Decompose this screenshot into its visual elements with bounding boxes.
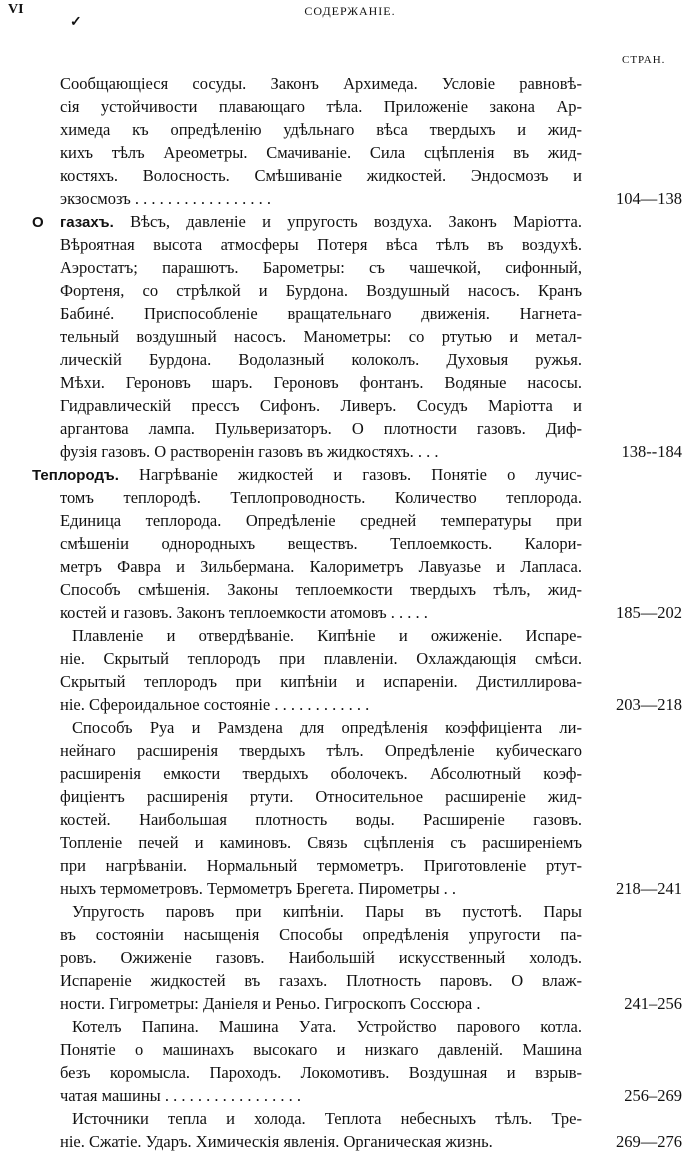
toc-entry: [0, 463, 700, 624]
toc-line: [0, 417, 700, 440]
toc-line-text: [60, 670, 582, 693]
toc-text: Бабинé. Приспособленіе вращательнаго движенія. Нагнета-: [60, 304, 582, 323]
toc-line-text: [60, 118, 582, 141]
toc-line: [0, 555, 700, 578]
toc-line-text: [32, 210, 582, 234]
toc-line: [0, 601, 700, 624]
toc-text: метръ Фавра и Зильбермана. Калориметръ Лавуазье и Лапласа.: [60, 557, 582, 576]
toc-line: [0, 348, 700, 371]
toc-line: [0, 72, 700, 95]
toc-line-text: [60, 854, 582, 877]
toc-line-text: [60, 348, 582, 371]
toc-line: [0, 923, 700, 946]
toc-line: [0, 486, 700, 509]
toc-line: [0, 716, 700, 739]
toc-entry: [0, 624, 700, 716]
toc-line: [0, 739, 700, 762]
toc-text: Источники тепла и холода. Теплота небесныхъ тѣлъ. Тре-: [72, 1109, 582, 1128]
toc-text: костяхъ. Волосность. Смѣшиваніе жидкостей. Эндосмозъ и: [60, 166, 582, 185]
toc-line: [0, 1107, 700, 1130]
toc-entry: [0, 716, 700, 900]
toc-line-text: [60, 371, 582, 394]
toc-line-text: [60, 1061, 582, 1084]
toc-entry: [0, 1015, 700, 1107]
toc-text: при нагрѣваніи. Нормальный термометръ. Приготовленіе ртут-: [60, 856, 582, 875]
toc-line-text: [60, 831, 582, 854]
toc-line-text: [60, 164, 582, 187]
toc-line: [0, 532, 700, 555]
toc-line-text: [60, 762, 582, 785]
toc-line-text: [60, 739, 582, 762]
toc-line: [0, 1084, 700, 1107]
toc-line-text: [60, 509, 582, 532]
toc-text: Скрытый теплородъ при кипѣніи и испареніи. Дистиллирова-: [60, 672, 582, 691]
toc-heading: Теплородъ.: [32, 467, 119, 484]
toc-line: [0, 693, 700, 716]
page-number: VI: [8, 2, 24, 17]
toc-line-text: [60, 72, 582, 95]
toc-text: Нагрѣваніе жидкостей и газовъ. Понятіе о лучис-: [139, 465, 582, 484]
toc-line: [0, 578, 700, 601]
toc-text: Вѣроятная высота атмосферы Потеря вѣса тѣлъ въ воздухѣ.: [60, 235, 582, 254]
toc-entry: [0, 72, 700, 210]
toc-text: фузія газовъ. О растворенін газовъ въ жидкостяхъ. . . .: [60, 442, 439, 461]
toc-line: [0, 256, 700, 279]
toc-line-text: [60, 578, 582, 601]
page-range: 218—241: [616, 879, 682, 898]
toc-line: [0, 509, 700, 532]
toc-line-text: [60, 417, 582, 440]
toc-text: томъ теплородѣ. Теплопроводность. Количество теплорода.: [60, 488, 582, 507]
toc-line-text: [60, 808, 582, 831]
page-range: 104—138: [616, 189, 682, 208]
toc-heading: О газахъ.: [32, 214, 114, 231]
toc-line: [0, 302, 700, 325]
toc-line: [0, 946, 700, 969]
toc-text: Котелъ Папина. Машина Уата. Устройство парового котла.: [72, 1017, 582, 1036]
toc-line: [0, 164, 700, 187]
toc-line-text: [60, 532, 582, 555]
toc-text: Вѣсъ, давленіе и упругость воздуха. Законъ Маріотта.: [130, 212, 582, 231]
toc-text: ніе. Сфероидальное состояніе . . . . . . . . . . . .: [60, 695, 370, 714]
toc-line: [0, 762, 700, 785]
toc-line-text: [60, 279, 582, 302]
toc-line: [0, 785, 700, 808]
toc-text: Топленіе печей и каминовъ. Связь сцѣпленія съ расширеніемъ: [60, 833, 582, 852]
toc-text: расширенія емкости твердыхъ оболочекъ. Абсолютный коэф-: [60, 764, 582, 783]
toc-line-text: [60, 187, 582, 210]
page-range: 138--184: [621, 442, 682, 461]
toc-line: [0, 371, 700, 394]
toc-line: [0, 808, 700, 831]
toc-text: Плавленіе и отвердѣваніе. Кипѣніе и ожиженіе. Испаре-: [72, 626, 582, 645]
toc-line-text: [60, 601, 582, 624]
toc-text: Упругость паровъ при кипѣніи. Пары въ пустотѣ. Пары: [72, 902, 582, 921]
toc-text: костей и газовъ. Законъ теплоемкости атомовъ . . . . .: [60, 603, 428, 622]
toc-text: нейнаго расширенія твердыхъ тѣлъ. Опредѣленіе кубическаго: [60, 741, 582, 760]
toc-text: кихъ тѣлъ Ареометры. Смачиваніе. Сила сцѣпленія въ жид-: [60, 143, 582, 162]
toc-line-text: [60, 440, 582, 463]
toc-text: Сообщающіеся сосуды. Законъ Архимеда. Условіе равновѣ-: [60, 74, 582, 93]
toc-line-text: [60, 233, 582, 256]
toc-text: въ состояніи насыщенія Способы опредѣленія упругости па-: [60, 925, 582, 944]
toc-entry: [0, 900, 700, 1015]
toc-line-text: [72, 900, 582, 923]
toc-line-text: [60, 1084, 582, 1107]
toc-entry: [0, 1107, 700, 1153]
toc-line-text: [60, 785, 582, 808]
toc-text: Испареніе жидкостей въ газахъ. Плотность паровъ. О влаж-: [60, 971, 582, 990]
toc-line-text: [60, 486, 582, 509]
toc-line: [0, 992, 700, 1015]
toc-line: [0, 877, 700, 900]
toc-line-text: [60, 1130, 582, 1153]
toc-text: ніе. Скрытый теплородъ при плавленіи. Охлаждающія смѣси.: [60, 649, 582, 668]
table-of-contents: [0, 72, 700, 1153]
pages-column-header: СТРАН.: [622, 54, 666, 66]
toc-line-text: [60, 256, 582, 279]
toc-line: [0, 440, 700, 463]
toc-text: Способъ смѣшенія. Законы теплоемкости твердыхъ тѣлъ, жид-: [60, 580, 582, 599]
toc-line: [0, 141, 700, 164]
page-range: 241–256: [624, 994, 682, 1013]
toc-line-text: [72, 624, 582, 647]
toc-line: [0, 95, 700, 118]
toc-line: [0, 279, 700, 302]
toc-line: [0, 210, 700, 233]
toc-text: лическій Бурдона. Водолазный колоколъ. Духовыя ружья.: [60, 350, 582, 369]
toc-text: смѣшеніи однородныхъ веществъ. Теплоемкость. Калори-: [60, 534, 582, 553]
page-range: 256–269: [624, 1086, 682, 1105]
toc-line-text: [60, 1038, 582, 1061]
toc-line: [0, 463, 700, 486]
toc-line-text: [72, 1015, 582, 1038]
toc-line: [0, 325, 700, 348]
toc-text: Аэростатъ; парашютъ. Барометры: съ чашечкой, сифонный,: [60, 258, 582, 277]
toc-line-text: [60, 647, 582, 670]
toc-line: [0, 394, 700, 417]
toc-line: [0, 624, 700, 647]
toc-line: [0, 1130, 700, 1153]
toc-text: аргантова лампа. Пульверизаторъ. О плотности газовъ. Диф-: [60, 419, 582, 438]
toc-text: ности. Гигрометры: Даніеля и Реньо. Гигроскопъ Соссюра .: [60, 994, 481, 1013]
toc-line-text: [60, 325, 582, 348]
toc-line: [0, 1015, 700, 1038]
toc-line-text: [60, 95, 582, 118]
page-range: 185—202: [616, 603, 682, 622]
toc-text: безъ коромысла. Пароходъ. Локомотивъ. Воздушная и взрыв-: [60, 1063, 582, 1082]
toc-text: Мѣхи. Героновъ шаръ. Героновъ фонтанъ. Водяные насосы.: [60, 373, 582, 392]
toc-line: [0, 670, 700, 693]
toc-line: [0, 969, 700, 992]
toc-text: чатая машины . . . . . . . . . . . . . . . . .: [60, 1086, 301, 1105]
margin-mark: ✓: [70, 15, 82, 30]
toc-text: Понятіе о машинахъ высокаго и низкаго давленій. Машина: [60, 1040, 582, 1059]
toc-text: Единица теплорода. Опредѣленіе средней температуры при: [60, 511, 582, 530]
toc-text: химеда къ опредѣленію удѣльнаго вѣса твердыхъ и жид-: [60, 120, 582, 139]
toc-text: сія устойчивости плавающаго тѣла. Приложеніе закона Ар-: [60, 97, 582, 116]
toc-line: [0, 187, 700, 210]
toc-line: [0, 647, 700, 670]
toc-line: [0, 1061, 700, 1084]
toc-line: [0, 1038, 700, 1061]
toc-line: [0, 900, 700, 923]
toc-text: Способъ Руа и Рамздена для опредѣленія коэффиціента ли-: [72, 718, 582, 737]
toc-line-text: [60, 693, 582, 716]
page-range: 269—276: [616, 1132, 682, 1151]
toc-line-text: [32, 463, 582, 487]
running-head: СОДЕРЖАНІЕ.: [304, 4, 396, 18]
toc-text: Гидравлическій прессъ Сифонъ. Ливеръ. Сосудъ Маріотта и: [60, 396, 582, 415]
toc-text: ніе. Сжатіе. Ударъ. Химическія явленія. Органическая жизнь.: [60, 1132, 493, 1151]
toc-text: Фортеня, со стрѣлкой и Бурдона. Воздушный насосъ. Кранъ: [60, 281, 582, 300]
toc-line-text: [72, 716, 582, 739]
toc-line-text: [60, 394, 582, 417]
toc-text: ровъ. Ожиженіе газовъ. Наибольшій искусственный холодъ.: [60, 948, 582, 967]
toc-text: ныхъ термометровъ. Термометръ Брегета. Пирометры . .: [60, 879, 457, 898]
toc-text: экзосмозъ . . . . . . . . . . . . . . . . .: [60, 189, 271, 208]
toc-line: [0, 831, 700, 854]
toc-text: тельный воздушный насосъ. Манометры: со ртутью и метал-: [60, 327, 582, 346]
toc-line-text: [72, 1107, 582, 1130]
toc-line: [0, 118, 700, 141]
toc-line-text: [60, 969, 582, 992]
toc-text: костей. Наибольшая плотность воды. Расширеніе газовъ.: [60, 810, 582, 829]
toc-text: фиціентъ расширенія ртути. Относительное расширеніе жид-: [60, 787, 582, 806]
toc-line-text: [60, 877, 582, 900]
toc-line: [0, 233, 700, 256]
toc-line-text: [60, 555, 582, 578]
toc-line-text: [60, 923, 582, 946]
toc-line-text: [60, 946, 582, 969]
toc-line-text: [60, 302, 582, 325]
toc-line: [0, 854, 700, 877]
toc-line-text: [60, 992, 582, 1015]
toc-line-text: [60, 141, 582, 164]
page-range: 203—218: [616, 695, 682, 714]
toc-entry: [0, 210, 700, 463]
